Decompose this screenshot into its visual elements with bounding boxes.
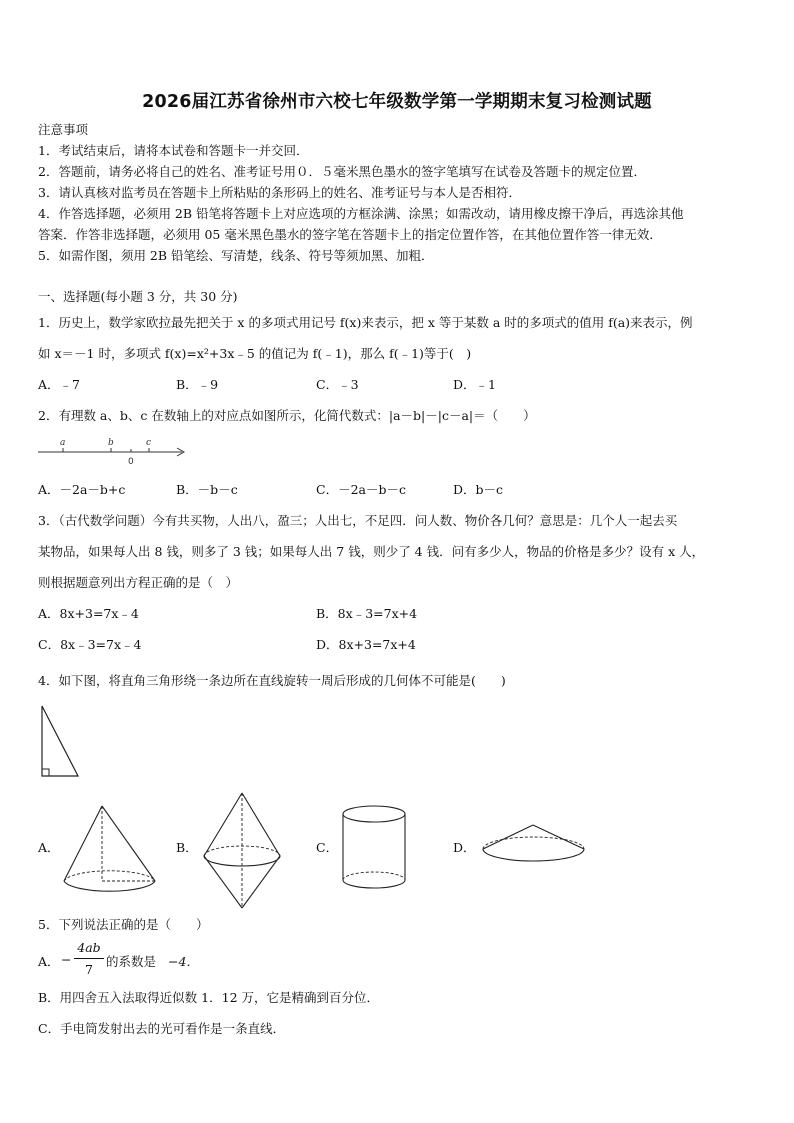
notice-item: 4．作答选择题，必须用 2B 铅笔将答题卡上对应选项的方框涂满、涂黑；如需改动，请用橡皮擦干净后，再选涂其他 [38,206,684,221]
question-1-text: 1．历史上，数学家欧拉最先把关于 x 的多项式用记号 f(x)来表示，把 x 等于某数 a 时的多项式的值用 f(a)来表示，例 [38,315,693,330]
notice-item: 答案．作答非选择题，必须用 05 毫米黑色墨水的签字笔在答题卡上的指定位置作答，在其他位置作答一律无效． [38,227,662,242]
question-3-text: 3．（古代数学问题）今有共买物，人出八，盈三；人出七，不足四．问人数、物价各几何？意思是：几个人一起去买 [38,513,678,528]
axis-label-c: c [146,438,152,448]
question-3-text: 某物品，如果每人出 8 钱，则多了 3 钱；如果每人出 7 钱，则少了 4 钱．问有多少人，物品的价格是多少？设有 x 人， [38,544,705,559]
right-triangle-figure [38,704,82,780]
notice-item: 3．请认真核对监考员在答题卡上所粘贴的条形码上的姓名、准考证号与本人是否相符． [38,185,521,200]
question-4-text: 4．如下图，将直角三角形绕一条边所在直线旋转一周后形成的几何体不可能是( ) [38,673,506,688]
q5-option-a-text: 的系数是 [106,954,157,969]
q3-option-a: A．8x+3=7x﹣4 [38,606,139,621]
question-2-text: 2．有理数 a、b、c 在数轴上的对应点如图所示，化简代数式：|a－b|－|c－a|＝（ ） [38,408,536,423]
flat-cone-figure-d [480,822,590,866]
question-3-text: 则根据题意列出方程正确的是（ ） [38,575,239,590]
fraction-numerator: 4ab [77,940,101,955]
question-1-text: 如 x＝－1 时，多项式 f(x)=x²+3x﹣5 的值记为 f(﹣1)，那么 f(﹣1)等于( ) [38,346,472,361]
q4-option-b: B． [176,840,198,855]
q2-option-a: A．－2a－b+c [38,482,126,497]
number-line-figure [38,434,188,468]
q5-option-a-value: −4． [168,954,199,969]
notice-item: 2．答题前，请务必将自己的姓名、准考证号用０．５毫米黑色墨水的签字笔填写在试卷及答题卡的规定位置． [38,164,646,179]
q3-option-b: B．8x﹣3=7x+4 [316,606,418,621]
q1-option-d: D．﹣1 [453,377,496,392]
q4-option-d: D． [453,840,476,855]
q1-option-c: C．﹣3 [316,377,359,392]
q2-option-c: C．－2a－b－c [316,482,406,497]
fraction-bar [74,958,104,959]
q1-option-a: A．﹣7 [38,377,80,392]
cylinder-figure-c [340,804,410,892]
notice-heading: 注意事项 [38,122,89,137]
double-cone-figure-b [200,790,290,912]
q2-option-d: D．b－c [453,482,504,497]
fraction-denominator: 7 [85,962,93,977]
minus-sign: − [61,952,72,967]
notice-item: 5．如需作图，须用 2B 铅笔绘、写清楚，线条、符号等须加黑、加粗． [38,248,434,263]
question-5-text: 5．下列说法正确的是（ ） [38,917,209,932]
cone-figure-a [60,803,160,899]
q1-option-b: B．﹣9 [176,377,219,392]
q3-option-c: C．8x﹣3=7x﹣4 [38,637,142,652]
q5-option-a-label: A． [38,954,60,969]
q3-option-d: D．8x+3=7x+4 [316,637,416,652]
q5-option-c: C．手电筒发射出去的光可看作是一条直线． [38,1021,286,1036]
axis-label-zero: 0 [128,457,134,467]
notice-item: 1．考试结束后，请将本试卷和答题卡一并交回． [38,143,309,158]
q4-option-a: A． [38,840,60,855]
page-title: 2026届江苏省徐州市六校七年级数学第一学期期末复习检测试题 [142,92,652,112]
section-heading: 一、选择题(每小题 3 分，共 30 分) [38,289,238,304]
q4-option-c: C． [316,840,339,855]
axis-label-b: b [108,438,114,448]
q5-option-b: B．用四舍五入法取得近似数 1．12 万，它是精确到百分位． [38,990,379,1005]
axis-label-a: a [60,438,66,448]
q2-option-b: B．－b－c [176,482,238,497]
